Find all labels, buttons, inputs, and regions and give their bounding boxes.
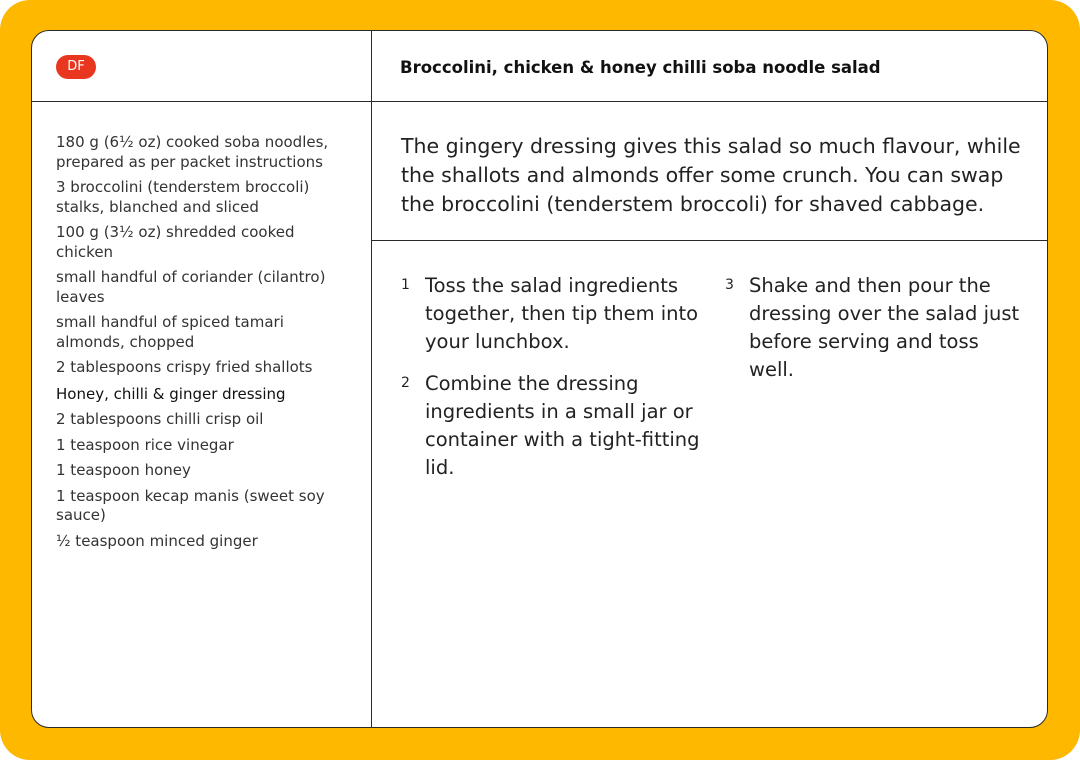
dressing-heading: Honey, chilli & ginger dressing: [56, 384, 286, 403]
column-divider: [371, 31, 372, 728]
dressing-item: 2 tablespoons chilli crisp oil: [56, 410, 264, 428]
ingredient-item: 100 g (3½ oz) shredded cooked chicken: [56, 223, 295, 261]
recipe-card: [31, 30, 1048, 728]
method-step: [401, 370, 701, 482]
dressing-item: 1 teaspoon rice vinegar: [56, 435, 234, 454]
dressing-item: 1 teaspoon honey: [56, 461, 191, 479]
method-step: [401, 272, 701, 356]
header-divider: [32, 101, 1048, 102]
recipe-intro: The gingery dressing gives this salad so much flavour, while the shallots and almonds offer some crunch. You can swap the broccolini (tenderstem broccoli) for shaved cabbage.: [401, 134, 1021, 216]
method-column-1: [401, 272, 701, 496]
method-column-2: [725, 272, 1025, 398]
step-text: Shake and then pour the dressing over the salad just before serving and toss well.: [749, 274, 1020, 381]
ingredient-item: 2 tablespoons crispy fried shallots: [56, 358, 313, 376]
step-text: Combine the dressing ingredients in a small jar or container with a tight-fitting lid.: [425, 372, 700, 479]
dressing-item: 1 teaspoon kecap manis (sweet soy sauce): [56, 486, 325, 524]
step-text: Toss the salad ingredients together, then tip them into your lunchbox.: [425, 274, 699, 353]
ingredient-item: 180 g (6½ oz) cooked soba noodles, prepared as per packet instructions: [56, 133, 329, 171]
ingredient-item: small handful of spiced tamari almonds, chopped: [56, 313, 284, 351]
step-number: 3: [725, 277, 734, 293]
dairy-free-badge: DF: [56, 55, 96, 79]
step-number: 2: [401, 375, 410, 391]
step-number: 1: [401, 277, 410, 293]
ingredient-item: small handful of coriander (cilantro) leaves: [56, 268, 326, 306]
intro-divider: [371, 240, 1048, 241]
dressing-item: ½ teaspoon minced ginger: [56, 531, 258, 550]
recipe-title: Broccolini, chicken & honey chilli soba noodle salad: [400, 58, 881, 77]
ingredients-list: [56, 133, 356, 557]
ingredient-item: 3 broccolini (tenderstem broccoli) stalks, blanched and sliced: [56, 178, 310, 216]
method-step: [725, 272, 1025, 384]
